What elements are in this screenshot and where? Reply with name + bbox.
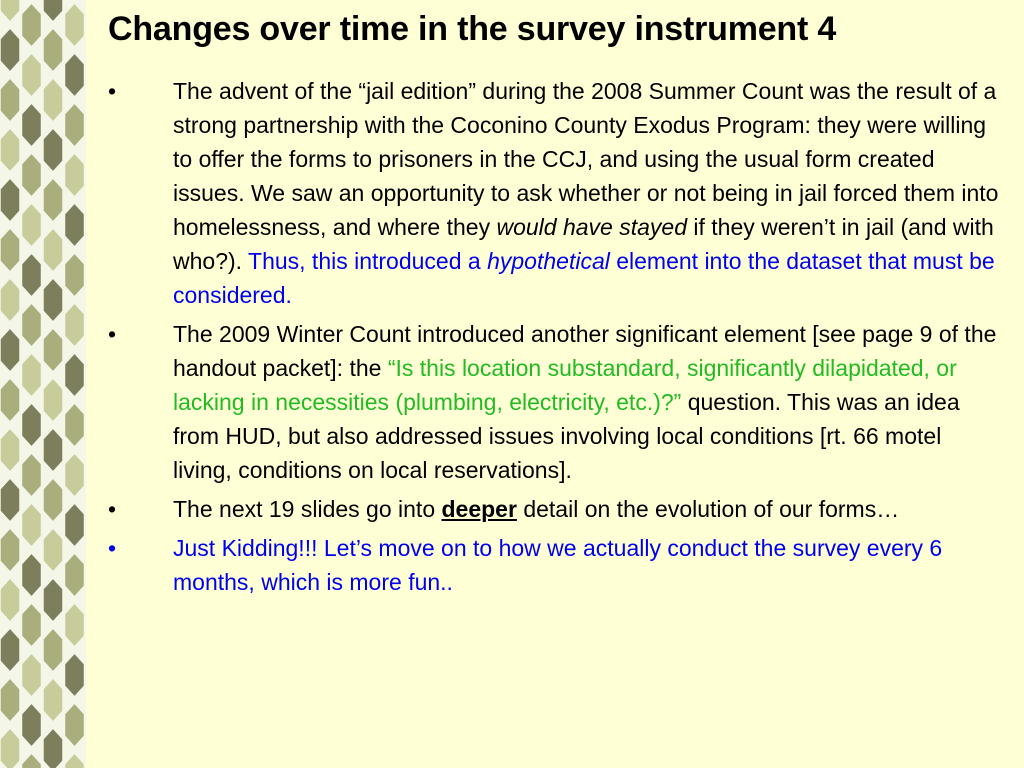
hexagon-tile (0, 678, 20, 722)
hexagon-tile (22, 353, 42, 397)
hexagon-tile (22, 403, 42, 447)
hexagon-tile (43, 678, 63, 722)
hexagon-tile (65, 403, 85, 447)
hexagon-pattern-graphic (0, 0, 86, 768)
hexagon-tile (65, 53, 85, 97)
hexagon-tile (43, 528, 63, 572)
hexagon-tile (0, 428, 20, 472)
bullet-item-next-slides (100, 492, 1000, 526)
hexagon-tile (43, 628, 63, 672)
hexagon-tile (65, 703, 85, 747)
hexagon-tile (0, 478, 20, 522)
hexagon-tile (65, 603, 85, 647)
hexagon-tile (22, 453, 42, 497)
hexagon-tile (65, 303, 85, 347)
hexagon-tile (65, 203, 85, 247)
hexagon-tile (43, 278, 63, 322)
hexagon-tile (22, 503, 42, 547)
hexagon-tile (22, 553, 42, 597)
bullet-marker: • (108, 321, 117, 347)
hexagon-tile (65, 453, 85, 497)
hexagon-tile (0, 378, 20, 422)
bullet-list (100, 74, 1000, 599)
bullet-text: The next 19 slides go into (173, 496, 442, 522)
hexagon-tile (43, 78, 63, 122)
bullet-item-just-kidding (100, 531, 1000, 599)
bullet-text: Just Kidding!!! Let’s move on to how we actually conduct the survey every 6 months, which is more fun.. (173, 535, 943, 595)
hexagon-tile (43, 128, 63, 172)
hexagon-tile (22, 653, 42, 697)
bullet-marker: • (108, 535, 117, 561)
italic-phrase: would have stayed (496, 214, 687, 240)
hexagon-tile (65, 3, 85, 47)
hexagon-tile (65, 353, 85, 397)
hexagon-tile (65, 503, 85, 547)
bullet-text: The advent of the “jail edition” during the 2008 Summer Count was the result of a strong partnership with the Coconino County Exodus Program: they were willing to offer the forms to prisoners in the CCJ, and using the usual form created issues. We saw an opportunity to ask whether or not being in jail forced them into homelessness, and where they (173, 78, 999, 240)
bullet-item-jail-edition (100, 74, 1000, 312)
highlight-italic-text: hypothetical (487, 248, 610, 274)
hexagon-tile (0, 628, 20, 672)
hexagon-tile (65, 153, 85, 197)
hexagon-tile (22, 153, 42, 197)
hexagon-pattern-strip (0, 0, 86, 768)
hexagon-tile (65, 253, 85, 297)
question-quote: “Is this location substandard, significantly dilapidated, or lacking in necessities (plumbing, electricity, etc.)?” (173, 355, 957, 415)
bullet-text: The 2009 Winter Count introduced another significant element [see page 9 of the handout packet]: the (173, 321, 997, 381)
hexagon-tile (22, 203, 42, 247)
bullet-item-winter-count (100, 317, 1000, 487)
emphasis-word: deeper (441, 496, 517, 522)
hexagon-tile (0, 128, 20, 172)
highlight-text: Thus, this introduced a (248, 248, 488, 274)
hexagon-tile (0, 78, 20, 122)
highlight-text: element into the dataset that must be considered. (173, 248, 995, 308)
hexagon-tile (65, 653, 85, 697)
hexagon-tile (43, 378, 63, 422)
hexagon-tile (22, 303, 42, 347)
hexagon-tile (0, 178, 20, 222)
bullet-text: detail on the evolution of our forms… (516, 496, 900, 522)
hexagon-tile (43, 478, 63, 522)
hexagon-tile (43, 428, 63, 472)
bullet-text: question. This was an idea from HUD, but also addressed issues involving local conditions [rt. 66 motel living, conditions on local reservations]. (173, 389, 960, 483)
hexagon-tile (65, 553, 85, 597)
hexagon-tile (22, 3, 42, 47)
hexagon-tile (22, 253, 42, 297)
hexagon-tile (43, 578, 63, 622)
hexagon-tile (43, 28, 63, 72)
hexagon-tile (0, 228, 20, 272)
hexagon-tile (0, 28, 20, 72)
bullet-text: if they weren’t in jail (and with who?). (173, 214, 994, 274)
hexagon-tile (43, 328, 63, 372)
hexagon-tile (22, 53, 42, 97)
hexagon-tile (0, 528, 20, 572)
bullet-marker: • (108, 496, 117, 522)
bullet-marker: • (108, 78, 117, 104)
hexagon-tile (0, 278, 20, 322)
hexagon-tile (65, 103, 85, 147)
hexagon-tile (22, 103, 42, 147)
hexagon-tile (0, 578, 20, 622)
hexagon-tile (22, 703, 42, 747)
hexagon-tile (43, 228, 63, 272)
hexagon-tile (22, 603, 42, 647)
hexagon-tile (43, 178, 63, 222)
slide-title: Changes over time in the survey instrument 4 (108, 10, 837, 48)
hexagon-tile (0, 328, 20, 372)
